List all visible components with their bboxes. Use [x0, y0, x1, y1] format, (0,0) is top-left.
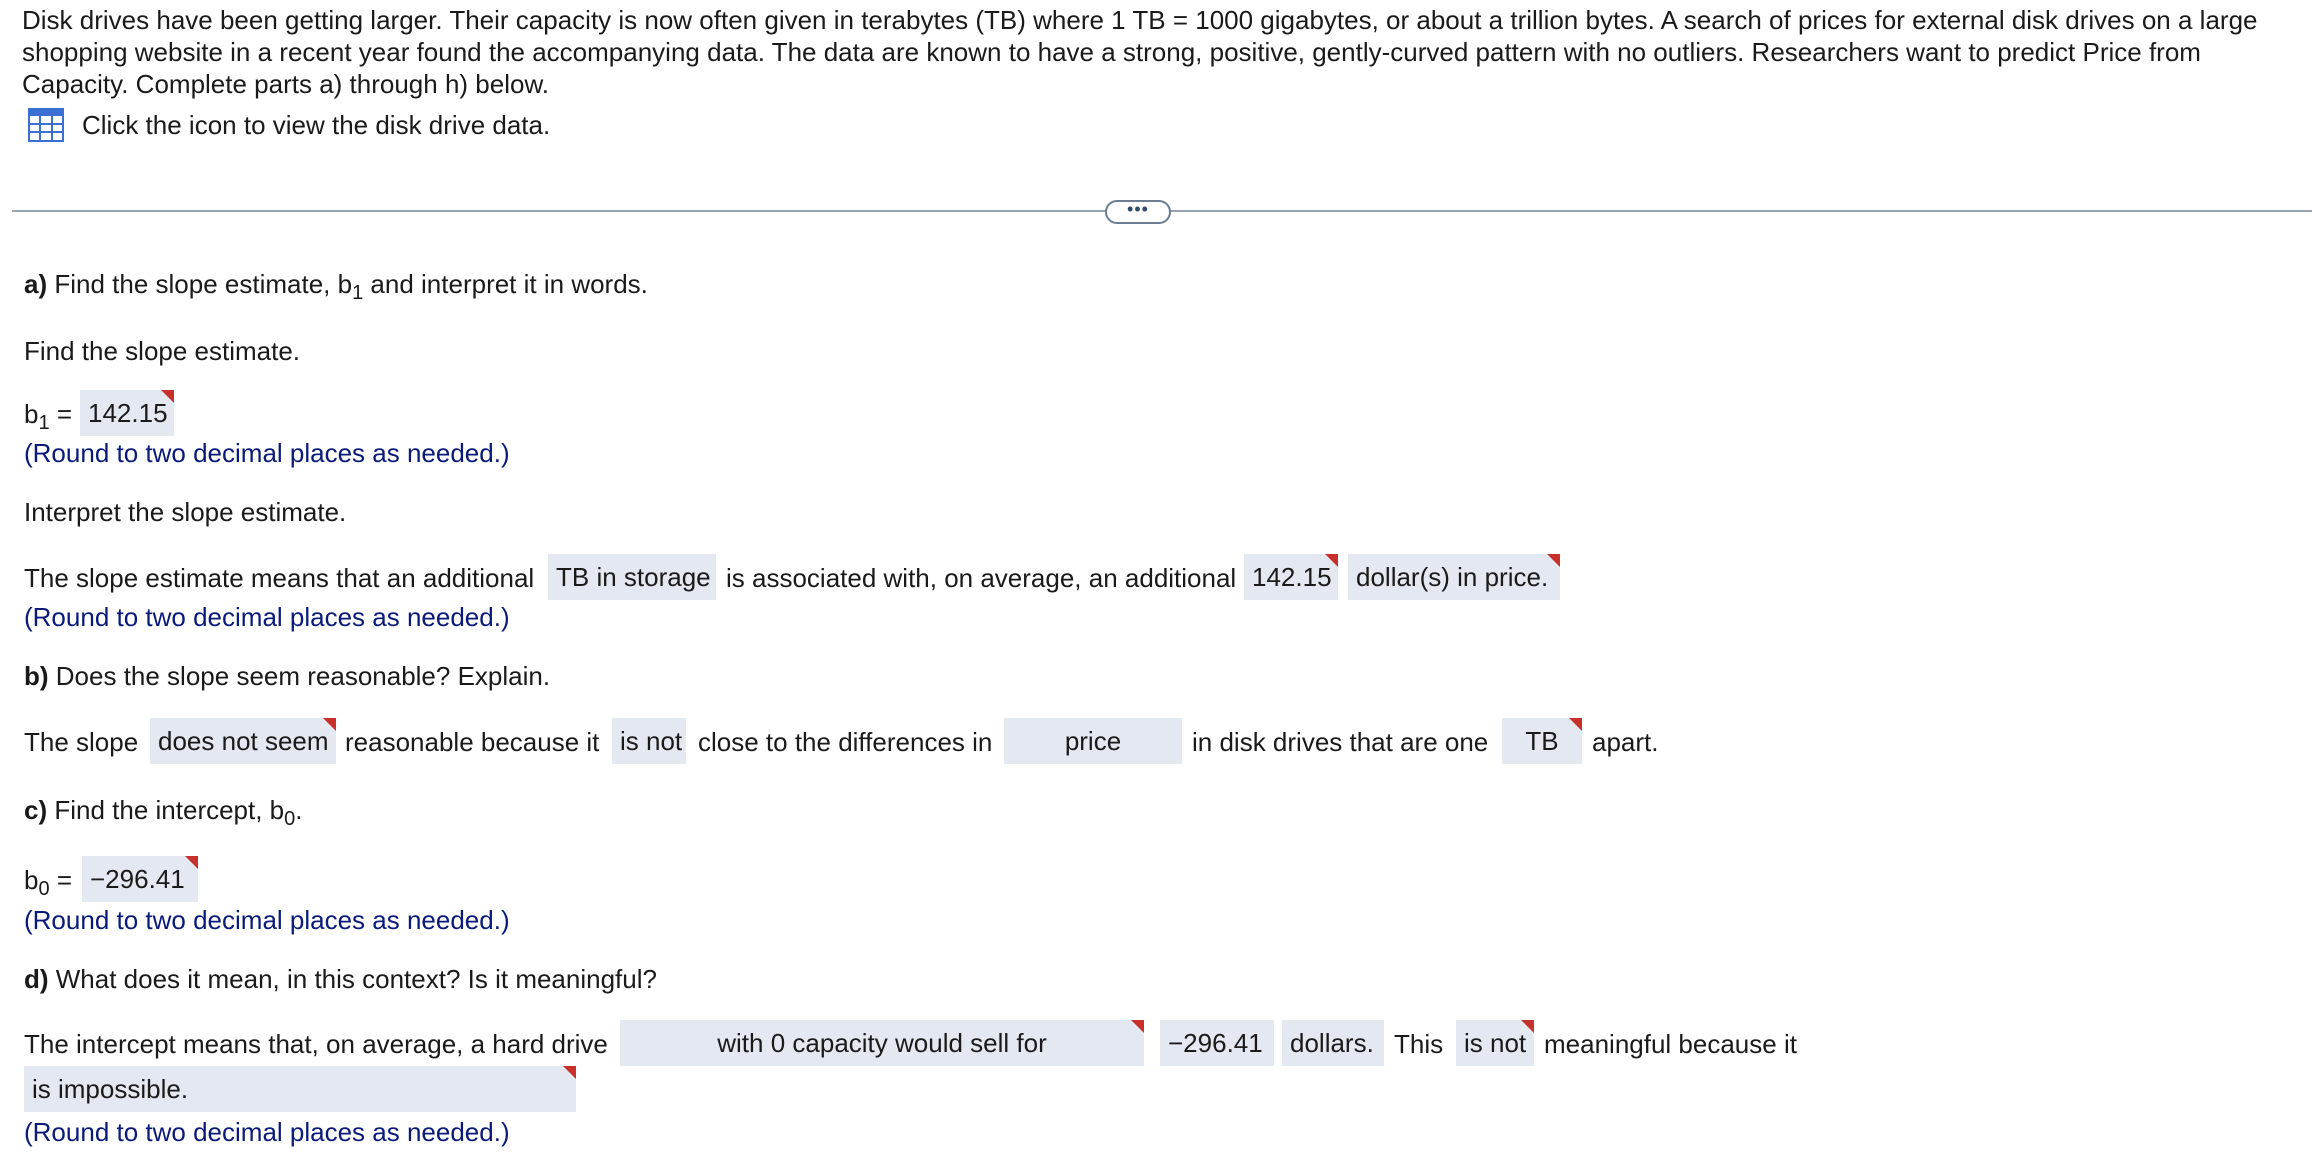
incorrect-flag-icon: [1131, 1020, 1144, 1033]
part-a-question-tail: and interpret it in words.: [363, 269, 648, 299]
slope-unit-dropdown[interactable]: [548, 554, 716, 600]
subscript: 0: [284, 808, 296, 830]
intercept-sentence-this: This: [1394, 1029, 1444, 1059]
intercept-unit-value: dollars.: [1290, 1028, 1374, 1058]
part-d-question-text: What does it mean, in this context? Is it meaningful?: [48, 964, 657, 994]
part-a-question: [24, 266, 648, 302]
slope-reason-end: apart.: [1592, 727, 1659, 757]
view-data-link[interactable]: [28, 108, 550, 142]
slope-variable: [24, 396, 72, 432]
part-d-question: [24, 961, 657, 997]
subscript: 1: [38, 412, 50, 434]
expand-more-button[interactable]: •••: [1105, 200, 1171, 224]
equals-sign: =: [56, 399, 73, 429]
incorrect-flag-icon: [161, 390, 174, 403]
part-a-label: a): [24, 269, 48, 299]
intercept-answer: −296.41: [90, 864, 185, 894]
var-b: b: [24, 399, 39, 429]
problem-text: Disk drives have been getting larger. Their capacity is now often given in terabytes (TB) where 1 TB = 1000 gigabytes, or about a trillion bytes. A search of prices for external disk drives on a large shopping website in a recent year found the accompanying data. The data are known to have a strong, positive, gently-curved pattern with no outliers. Researchers want to predict Price from Capacity. Complete parts a) through h) below.: [22, 5, 2258, 99]
intercept-meaning-dropdown[interactable]: [620, 1020, 1144, 1066]
differences-in-value: price: [1064, 726, 1122, 756]
unit-apart-dropdown[interactable]: [1502, 718, 1582, 764]
subscript: 0: [38, 878, 50, 900]
find-slope-prompt: Find the slope estimate.: [24, 336, 301, 366]
incorrect-flag-icon: [1325, 554, 1338, 567]
intercept-variable: [24, 862, 72, 898]
intercept-value: −296.41: [1168, 1028, 1263, 1058]
slope-reason-apart: in disk drives that are one: [1192, 727, 1489, 757]
intercept-reason-dropdown[interactable]: [24, 1066, 576, 1112]
incorrect-flag-icon: [1569, 718, 1582, 731]
is-close-dropdown[interactable]: [612, 718, 686, 764]
slope-sentence-start: The slope estimate means that an additional: [24, 563, 535, 593]
part-b-question-text: Does the slope seem reasonable? Explain.: [48, 661, 551, 691]
slope-price-dropdown[interactable]: [1348, 554, 1560, 600]
is-meaningful-dropdown[interactable]: [1456, 1020, 1534, 1066]
seem-reasonable-value: does not seem: [158, 726, 329, 756]
part-c-question-tail: .: [295, 795, 303, 825]
slope-value-box[interactable]: [1244, 554, 1338, 600]
rounding-hint: (Round to two decimal places as needed.): [24, 602, 510, 632]
slope-unit-value: TB in storage: [556, 562, 711, 592]
slope-sentence-middle: is associated with, on average, an additional: [726, 563, 1237, 593]
subscript: 1: [352, 282, 364, 304]
part-a-question-text: Find the slope estimate, b: [54, 269, 353, 299]
incorrect-flag-icon: [323, 718, 336, 731]
intercept-unit-dropdown[interactable]: [1282, 1020, 1384, 1066]
incorrect-flag-icon: [1547, 554, 1560, 567]
rounding-hint: (Round to two decimal places as needed.): [24, 1117, 510, 1147]
interpret-prompt: Interpret the slope estimate.: [24, 497, 347, 527]
part-d-label: d): [24, 964, 49, 994]
part-c-question: [24, 792, 303, 828]
part-b-label: b): [24, 661, 49, 691]
view-data-label[interactable]: Click the icon to view the disk drive data.: [82, 109, 551, 140]
intercept-meaning-value: with 0 capacity would sell for: [717, 1028, 1047, 1058]
slope-price-value: dollar(s) in price.: [1356, 562, 1549, 592]
rounding-hint: (Round to two decimal places as needed.): [24, 905, 510, 935]
intercept-reason-value: is impossible.: [32, 1074, 189, 1104]
slope-answer-box[interactable]: [80, 390, 174, 436]
incorrect-flag-icon: [563, 1066, 576, 1079]
part-c-question-text: Find the intercept, b: [47, 795, 285, 825]
differences-in-dropdown[interactable]: [1004, 718, 1182, 764]
seem-reasonable-dropdown[interactable]: [150, 718, 336, 764]
slope-reason-middle: reasonable because it: [345, 727, 600, 757]
intercept-sentence-end: meaningful because it: [1544, 1029, 1797, 1059]
equals-sign: =: [56, 865, 73, 895]
problem-statement: [22, 4, 2292, 100]
is-meaningful-value: is not: [1464, 1028, 1527, 1058]
var-b: b: [24, 865, 39, 895]
is-close-value: is not: [620, 726, 683, 756]
intercept-sentence-start: The intercept means that, on average, a hard drive: [24, 1029, 608, 1059]
incorrect-flag-icon: [185, 856, 198, 869]
intercept-value-box[interactable]: [1160, 1020, 1274, 1066]
rounding-hint: (Round to two decimal places as needed.): [24, 438, 510, 468]
part-b-question: [24, 658, 550, 694]
intercept-answer-box[interactable]: [82, 856, 198, 902]
table-grid-icon[interactable]: [28, 108, 64, 142]
slope-reason-start: The slope: [24, 727, 139, 757]
incorrect-flag-icon: [1521, 1020, 1534, 1033]
slope-value: 142.15: [1252, 562, 1332, 592]
slope-reason-differences: close to the differences in: [698, 727, 993, 757]
slope-answer: 142.15: [88, 398, 168, 428]
unit-apart-value: TB: [1525, 726, 1559, 756]
part-c-label: c): [24, 795, 48, 825]
